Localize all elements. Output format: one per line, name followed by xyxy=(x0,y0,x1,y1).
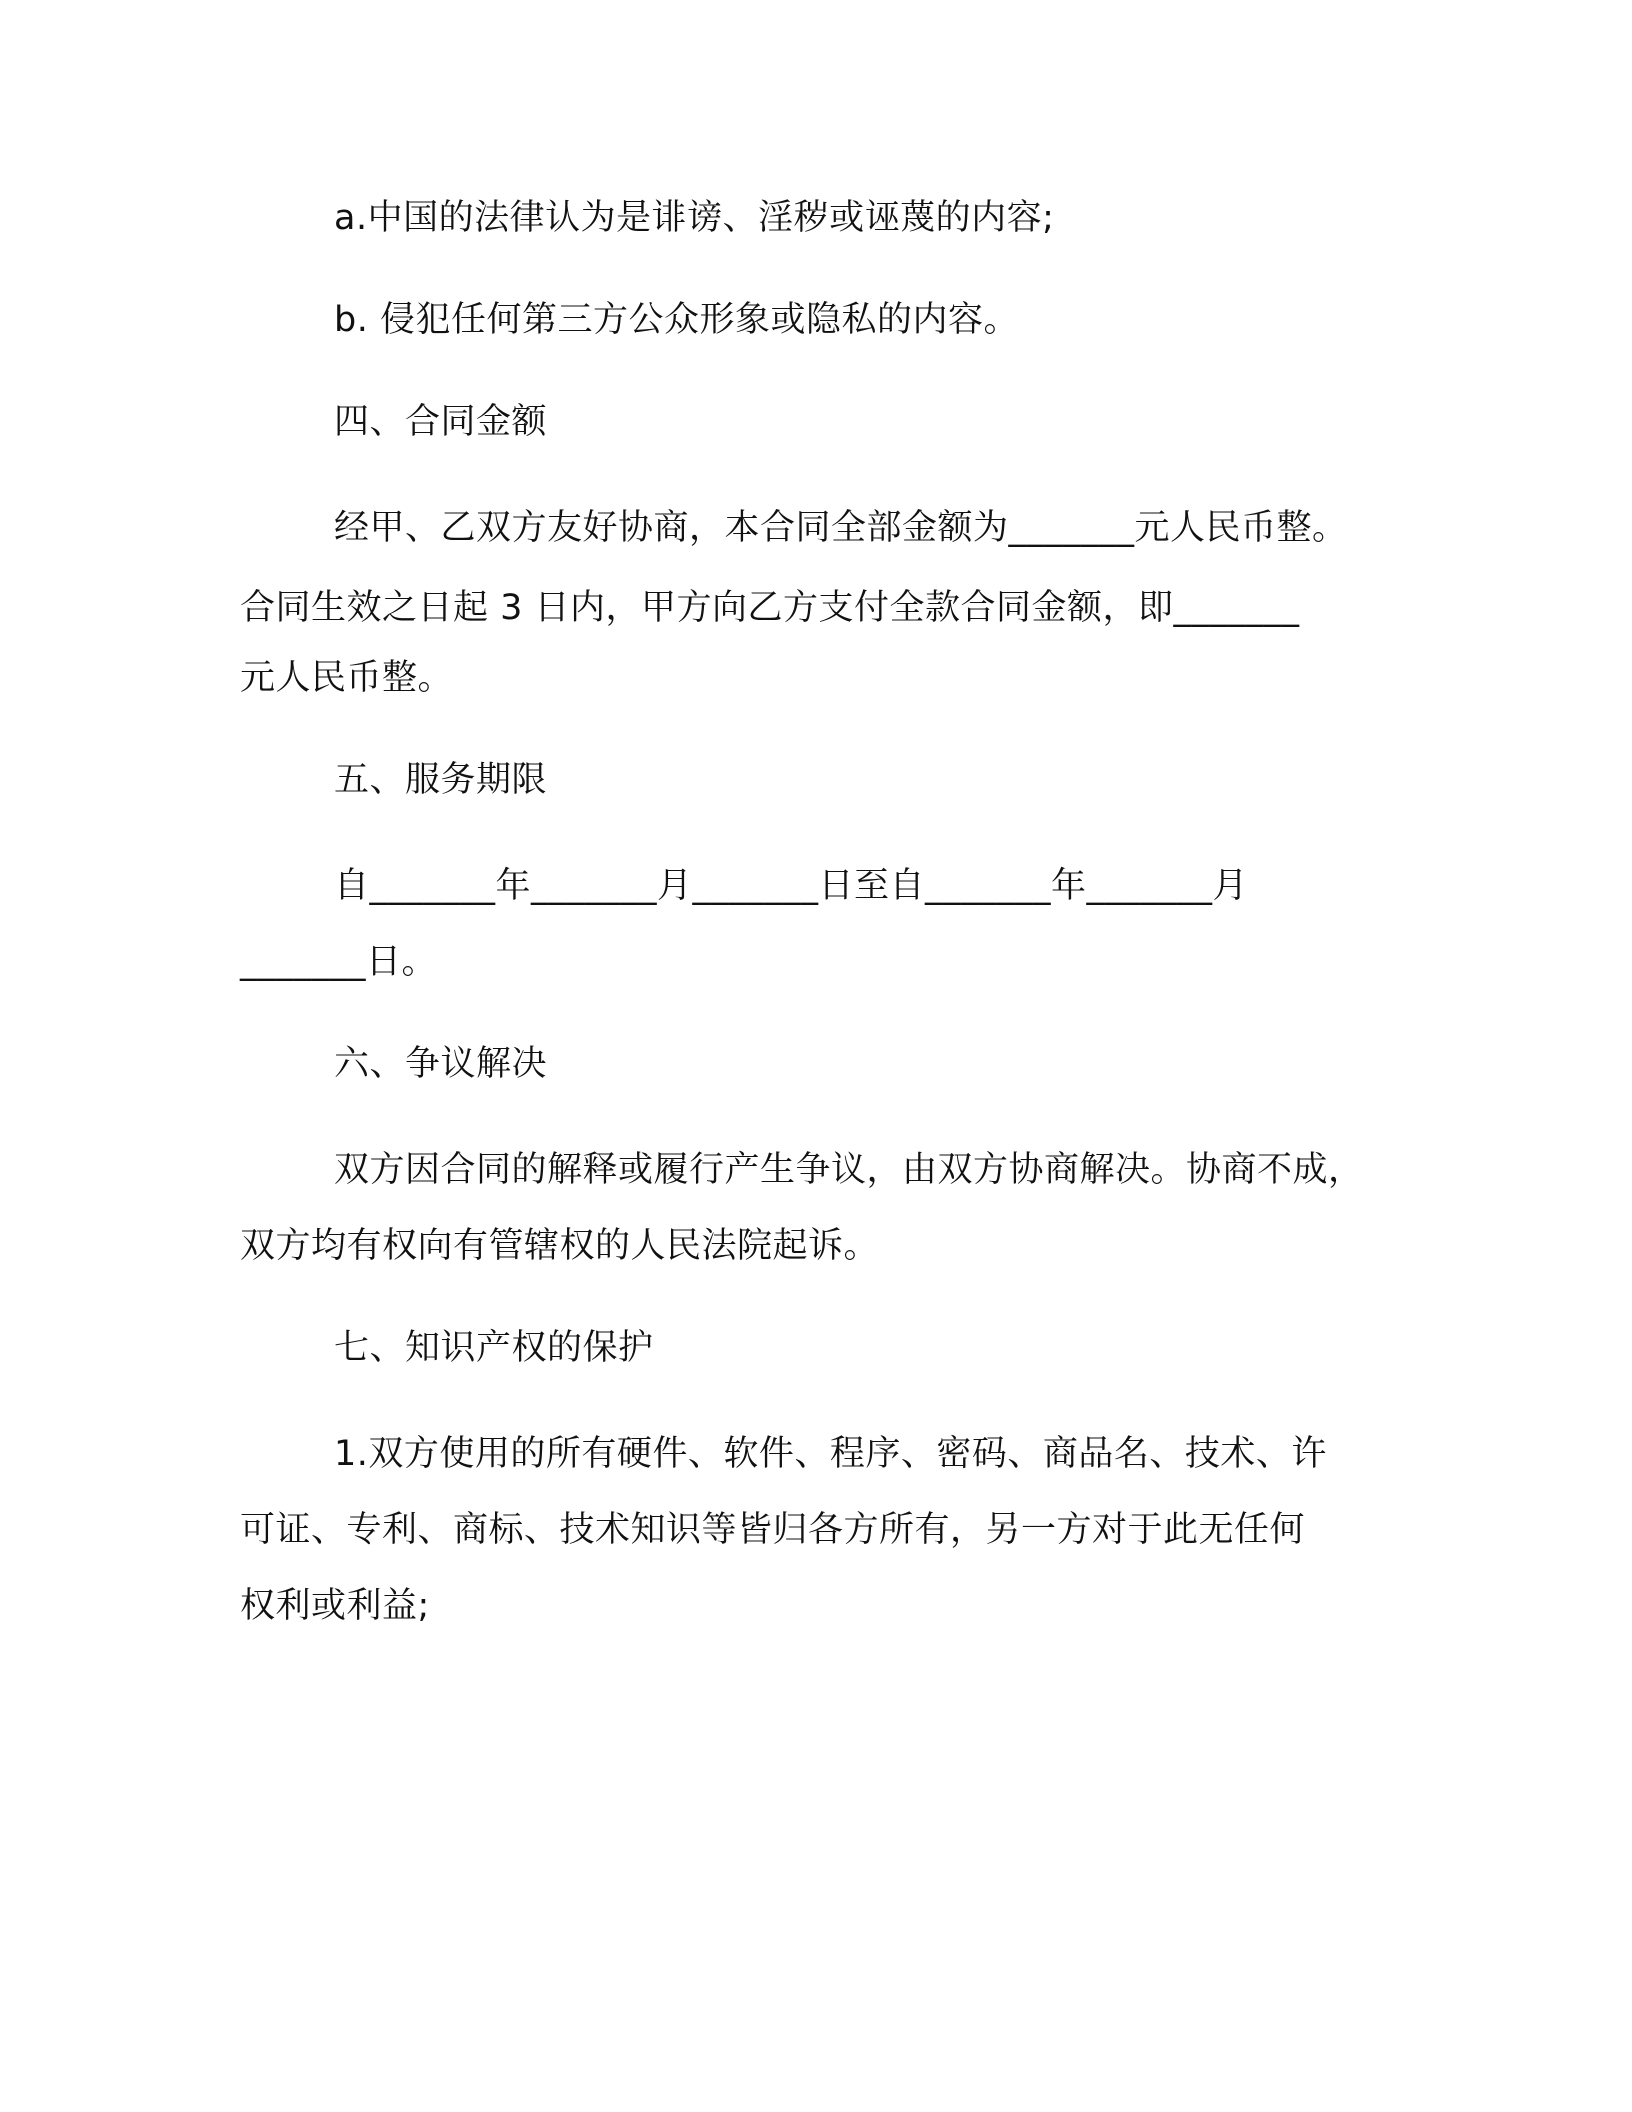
contract-amount-paragraph-line-3: 元人民币整。 xyxy=(240,658,454,698)
service-term-line-1: 自_______年_______月_______日至自_______年_______月 xyxy=(334,866,1249,906)
contract-amount-paragraph-line-2: 合同生效之日起 3 日内，甲方向乙方支付全款合同金额，即_______ xyxy=(240,588,1300,628)
dispute-resolution-line-1: 双方因合同的解释或履行产生争议，由双方协商解决。协商不成， xyxy=(334,1150,1364,1190)
section-heading-ip-protection: 七、知识产权的保护 xyxy=(334,1328,654,1368)
section-heading-service-term: 五、服务期限 xyxy=(334,760,548,800)
contract-amount-paragraph-line-1: 经甲、乙双方友好协商，本合同全部金额为_______元人民币整。 xyxy=(334,508,1348,548)
clause-a-text: a.中国的法律认为是诽谤、淫秽或诬蔑的内容; xyxy=(334,198,1055,238)
dispute-resolution-line-2: 双方均有权向有管辖权的人民法院起诉。 xyxy=(240,1226,880,1266)
clause-b-text: b. 侵犯任何第三方公众形象或隐私的内容。 xyxy=(334,300,1019,340)
ip-protection-line-2: 可证、专利、商标、技术知识等皆归各方所有，另一方对于此无任何 xyxy=(240,1510,1306,1550)
section-heading-contract-amount: 四、合同金额 xyxy=(334,402,548,442)
ip-protection-line-1: 1.双方使用的所有硬件、软件、程序、密码、商品名、技术、许 xyxy=(334,1434,1327,1474)
service-term-line-2: _______日。 xyxy=(240,942,438,982)
ip-protection-line-3: 权利或利益; xyxy=(240,1586,430,1626)
section-heading-dispute-resolution: 六、争议解决 xyxy=(334,1044,548,1084)
